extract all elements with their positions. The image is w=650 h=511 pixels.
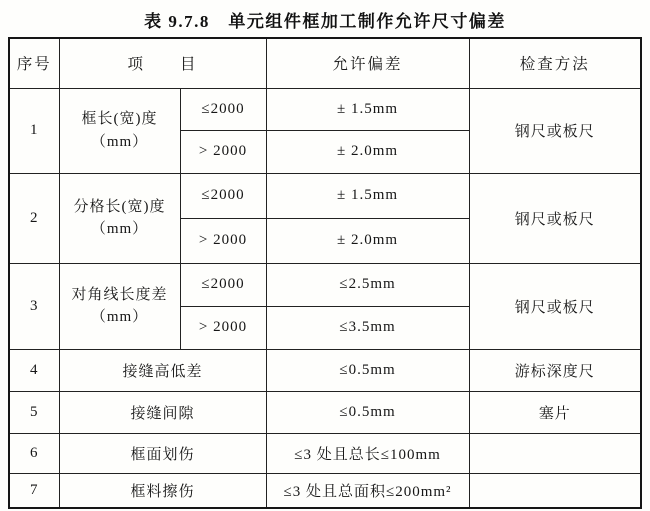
table-row [9,173,641,218]
cell-condition: ≤2000 [180,263,266,306]
cell-deviation: ± 1.5mm [266,88,469,130]
table-row [9,263,641,306]
cell-method-6 [469,433,641,473]
cell-seq-6: 6 [9,433,59,473]
cell-deviation: ± 1.5mm [266,173,469,218]
cell-item-3 [59,263,180,349]
cell-seq-2: 2 [9,173,59,263]
cell-condition: > 2000 [180,218,266,263]
cell-condition: > 2000 [180,306,266,349]
cell-condition: ≤2000 [180,173,266,218]
table-title: 表 9.7.8 单元组件框加工制作允许尺寸偏差 [144,12,506,31]
cell-deviation: ± 2.0mm [266,218,469,263]
header-seq: 序号 [9,38,59,88]
cell-item-7: 框料擦伤 [59,473,266,508]
cell-method-4: 游标深度尺 [469,349,641,391]
cell-item-5: 接缝间隙 [59,391,266,433]
cell-condition: ≤2000 [180,88,266,130]
item-name: 框长(宽)度 [81,111,158,127]
cell-method-3: 钢尺或板尺 [469,263,641,349]
cell-deviation: ± 2.0mm [266,130,469,173]
item-unit: （mm） [90,221,149,237]
cell-method-1: 钢尺或板尺 [469,88,641,173]
cell-method-7 [469,473,641,508]
tolerance-table [8,37,642,509]
cell-deviation: ≤0.5mm [266,349,469,391]
table-row [9,433,641,473]
cell-seq-1: 1 [9,88,59,173]
cell-deviation: ≤0.5mm [266,391,469,433]
table-row [9,349,641,391]
cell-item-6: 框面划伤 [59,433,266,473]
cell-deviation: ≤3 处且总面积≤200mm² [266,473,469,508]
header-item: 项 目 [59,38,266,88]
cell-item-1 [59,88,180,173]
cell-item-2 [59,173,180,263]
cell-deviation: ≤3 处且总长≤100mm [266,433,469,473]
header-deviation: 允许偏差 [266,38,469,88]
table-row [9,391,641,433]
cell-seq-5: 5 [9,391,59,433]
cell-seq-4: 4 [9,349,59,391]
table-row [9,88,641,130]
table-row [9,473,641,508]
cell-condition: > 2000 [180,130,266,173]
item-unit: （mm） [90,309,149,325]
item-unit: （mm） [90,133,149,150]
cell-method-2: 钢尺或板尺 [469,173,641,263]
header-method: 检查方法 [469,38,641,88]
item-name: 分格长(宽)度 [73,198,166,215]
item-name: 对角线长度差 [71,286,168,303]
cell-deviation: ≤3.5mm [266,306,469,349]
header-row [9,38,641,88]
cell-deviation: ≤2.5mm [266,263,469,306]
cell-item-4: 接缝高低差 [59,349,266,391]
cell-seq-3: 3 [9,263,59,349]
cell-seq-7: 7 [9,473,59,508]
cell-method-5: 塞片 [469,391,641,433]
